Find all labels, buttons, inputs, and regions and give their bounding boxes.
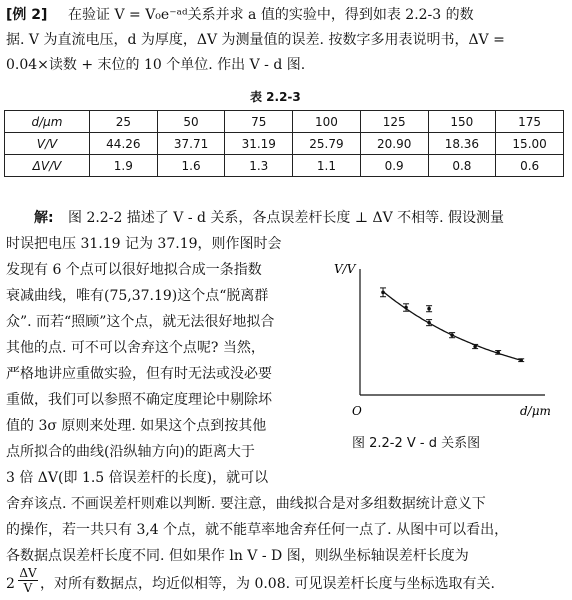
solution-narrow-line: 衰减曲线，唯有(75,37.19)这个点“脱离群 xyxy=(6,288,269,304)
solution-wide-line: 舍弃该点. 不画误差杆则难以判断. 要注意，曲线拟合是对多组数据统计意义下 xyxy=(6,496,486,512)
solution-narrow-line: 3 倍 ΔV(即 1.5 倍误差杆的长度)，就可以 xyxy=(6,470,269,486)
solution-narrow-line: 点所拟合的曲线(沿纵轴方向)的距离大于 xyxy=(6,444,255,460)
fraction-numerator: ΔV xyxy=(19,566,37,580)
row-header-d: d/μm xyxy=(5,111,90,133)
x-axis-label: d/μm xyxy=(520,404,551,418)
data-table xyxy=(4,110,564,177)
origin-label: O xyxy=(352,404,362,418)
chart-marks xyxy=(380,288,524,362)
table-cell: 37.71 xyxy=(157,133,225,155)
example-label: [例 2] xyxy=(6,7,48,23)
table-cell: 15.00 xyxy=(496,133,564,155)
table-cell: 125 xyxy=(360,111,428,133)
table-cell: 1.1 xyxy=(293,155,361,177)
table-cell: 150 xyxy=(428,111,496,133)
solution-wide-line: 的操作，若一共只有 3,4 个点，就不能草率地舍弃任何一点了. 从图中可以看出， xyxy=(6,522,509,538)
table-cell: 18.36 xyxy=(428,133,496,155)
y-axis-label: V/V xyxy=(334,262,356,276)
table-cell: 20.90 xyxy=(360,133,428,155)
table-cell: 100 xyxy=(293,111,361,133)
data-point xyxy=(427,307,431,311)
solution-last-prefix: 2 xyxy=(6,576,15,592)
table-cell: 1.9 xyxy=(90,155,158,177)
solution-narrow-line: 值的 3σ 原则来处理. 如果这个点到按其他 xyxy=(6,418,267,434)
solution-line-1: 图 2.2-2 描述了 V - d 关系，各点误差杆长度 ⊥ ΔV 不相等. 假设测量 xyxy=(68,210,505,226)
solution-narrow-line: 重做，我们可以参照不确定度理论中剔除坏 xyxy=(6,392,272,408)
table-cell: 75 xyxy=(225,111,293,133)
intro-line-2: 据. V 为直流电压，d 为厚度，ΔV 为测量值的误差. 按数字多用表说明书，ΔV = xyxy=(6,32,505,48)
fraction-denominator: V xyxy=(23,581,33,595)
solution-narrow-line: 其他的点. 可不可以舍弃这个点呢? 当然， xyxy=(6,340,265,356)
solution-last-suffix: ，对所有数据点，均近似相等，为 0.08. 可见误差杆长度与坐标选取有关. xyxy=(40,576,495,592)
table-row-dv xyxy=(5,155,564,177)
table-cell: 25 xyxy=(90,111,158,133)
solution-narrow-line: 时误把电压 31.19 记为 37.19，则作图时会 xyxy=(6,236,282,252)
vd-chart xyxy=(330,255,560,423)
solution-wide-line: 各数据点误差杆长度不同. 但如果作 ln V - D 图，则纵坐标轴误差杆长度为 xyxy=(6,548,469,564)
table-cell: 175 xyxy=(496,111,564,133)
data-point xyxy=(381,291,385,295)
table-row-d xyxy=(5,111,564,133)
solution-narrow-line: 严格地讲应重做实验，但有时无法或没必要 xyxy=(6,366,272,382)
solution-label: 解: xyxy=(34,210,54,226)
table-row-v xyxy=(5,133,564,155)
data-point xyxy=(404,306,408,310)
table-cell: 0.6 xyxy=(496,155,564,177)
table-cell: 44.26 xyxy=(90,133,158,155)
data-point xyxy=(450,333,454,337)
table-cell: 1.3 xyxy=(225,155,293,177)
fraction xyxy=(18,566,38,595)
intro-line-3: 0.04×读数 + 末位的 10 个单位. 作出 V - d 图. xyxy=(6,57,306,73)
solution-narrow-line: 众”. 而若“照顾”这个点，就无法很好地拟合 xyxy=(6,314,275,330)
table-cell: 1.6 xyxy=(157,155,225,177)
solution-narrow-line: 发现有 6 个点可以很好地拟合成一条指数 xyxy=(6,262,262,278)
table-cell: 50 xyxy=(157,111,225,133)
fit-curve xyxy=(383,292,521,361)
table-cell: 0.9 xyxy=(360,155,428,177)
row-header-v: V/V xyxy=(5,133,90,155)
fit-curve-group xyxy=(383,292,521,361)
table-cell: 31.19 xyxy=(225,133,293,155)
row-header-dv: ΔV/V xyxy=(5,155,90,177)
data-point xyxy=(473,345,477,349)
data-point xyxy=(496,351,500,355)
intro-line-1: 在验证 V = V₀e⁻ᵃᵈ关系并求 a 值的实验中，得到如表 2.2-3 的数 xyxy=(68,7,474,23)
data-point xyxy=(427,321,431,325)
table-cell: 0.8 xyxy=(428,155,496,177)
table-cell: 25.79 xyxy=(293,133,361,155)
chart-axes xyxy=(360,269,545,395)
table-caption: 表 2.2-3 xyxy=(250,90,301,104)
figure-caption: 图 2.2-2 V - d 关系图 xyxy=(352,436,481,451)
data-point xyxy=(519,358,523,362)
